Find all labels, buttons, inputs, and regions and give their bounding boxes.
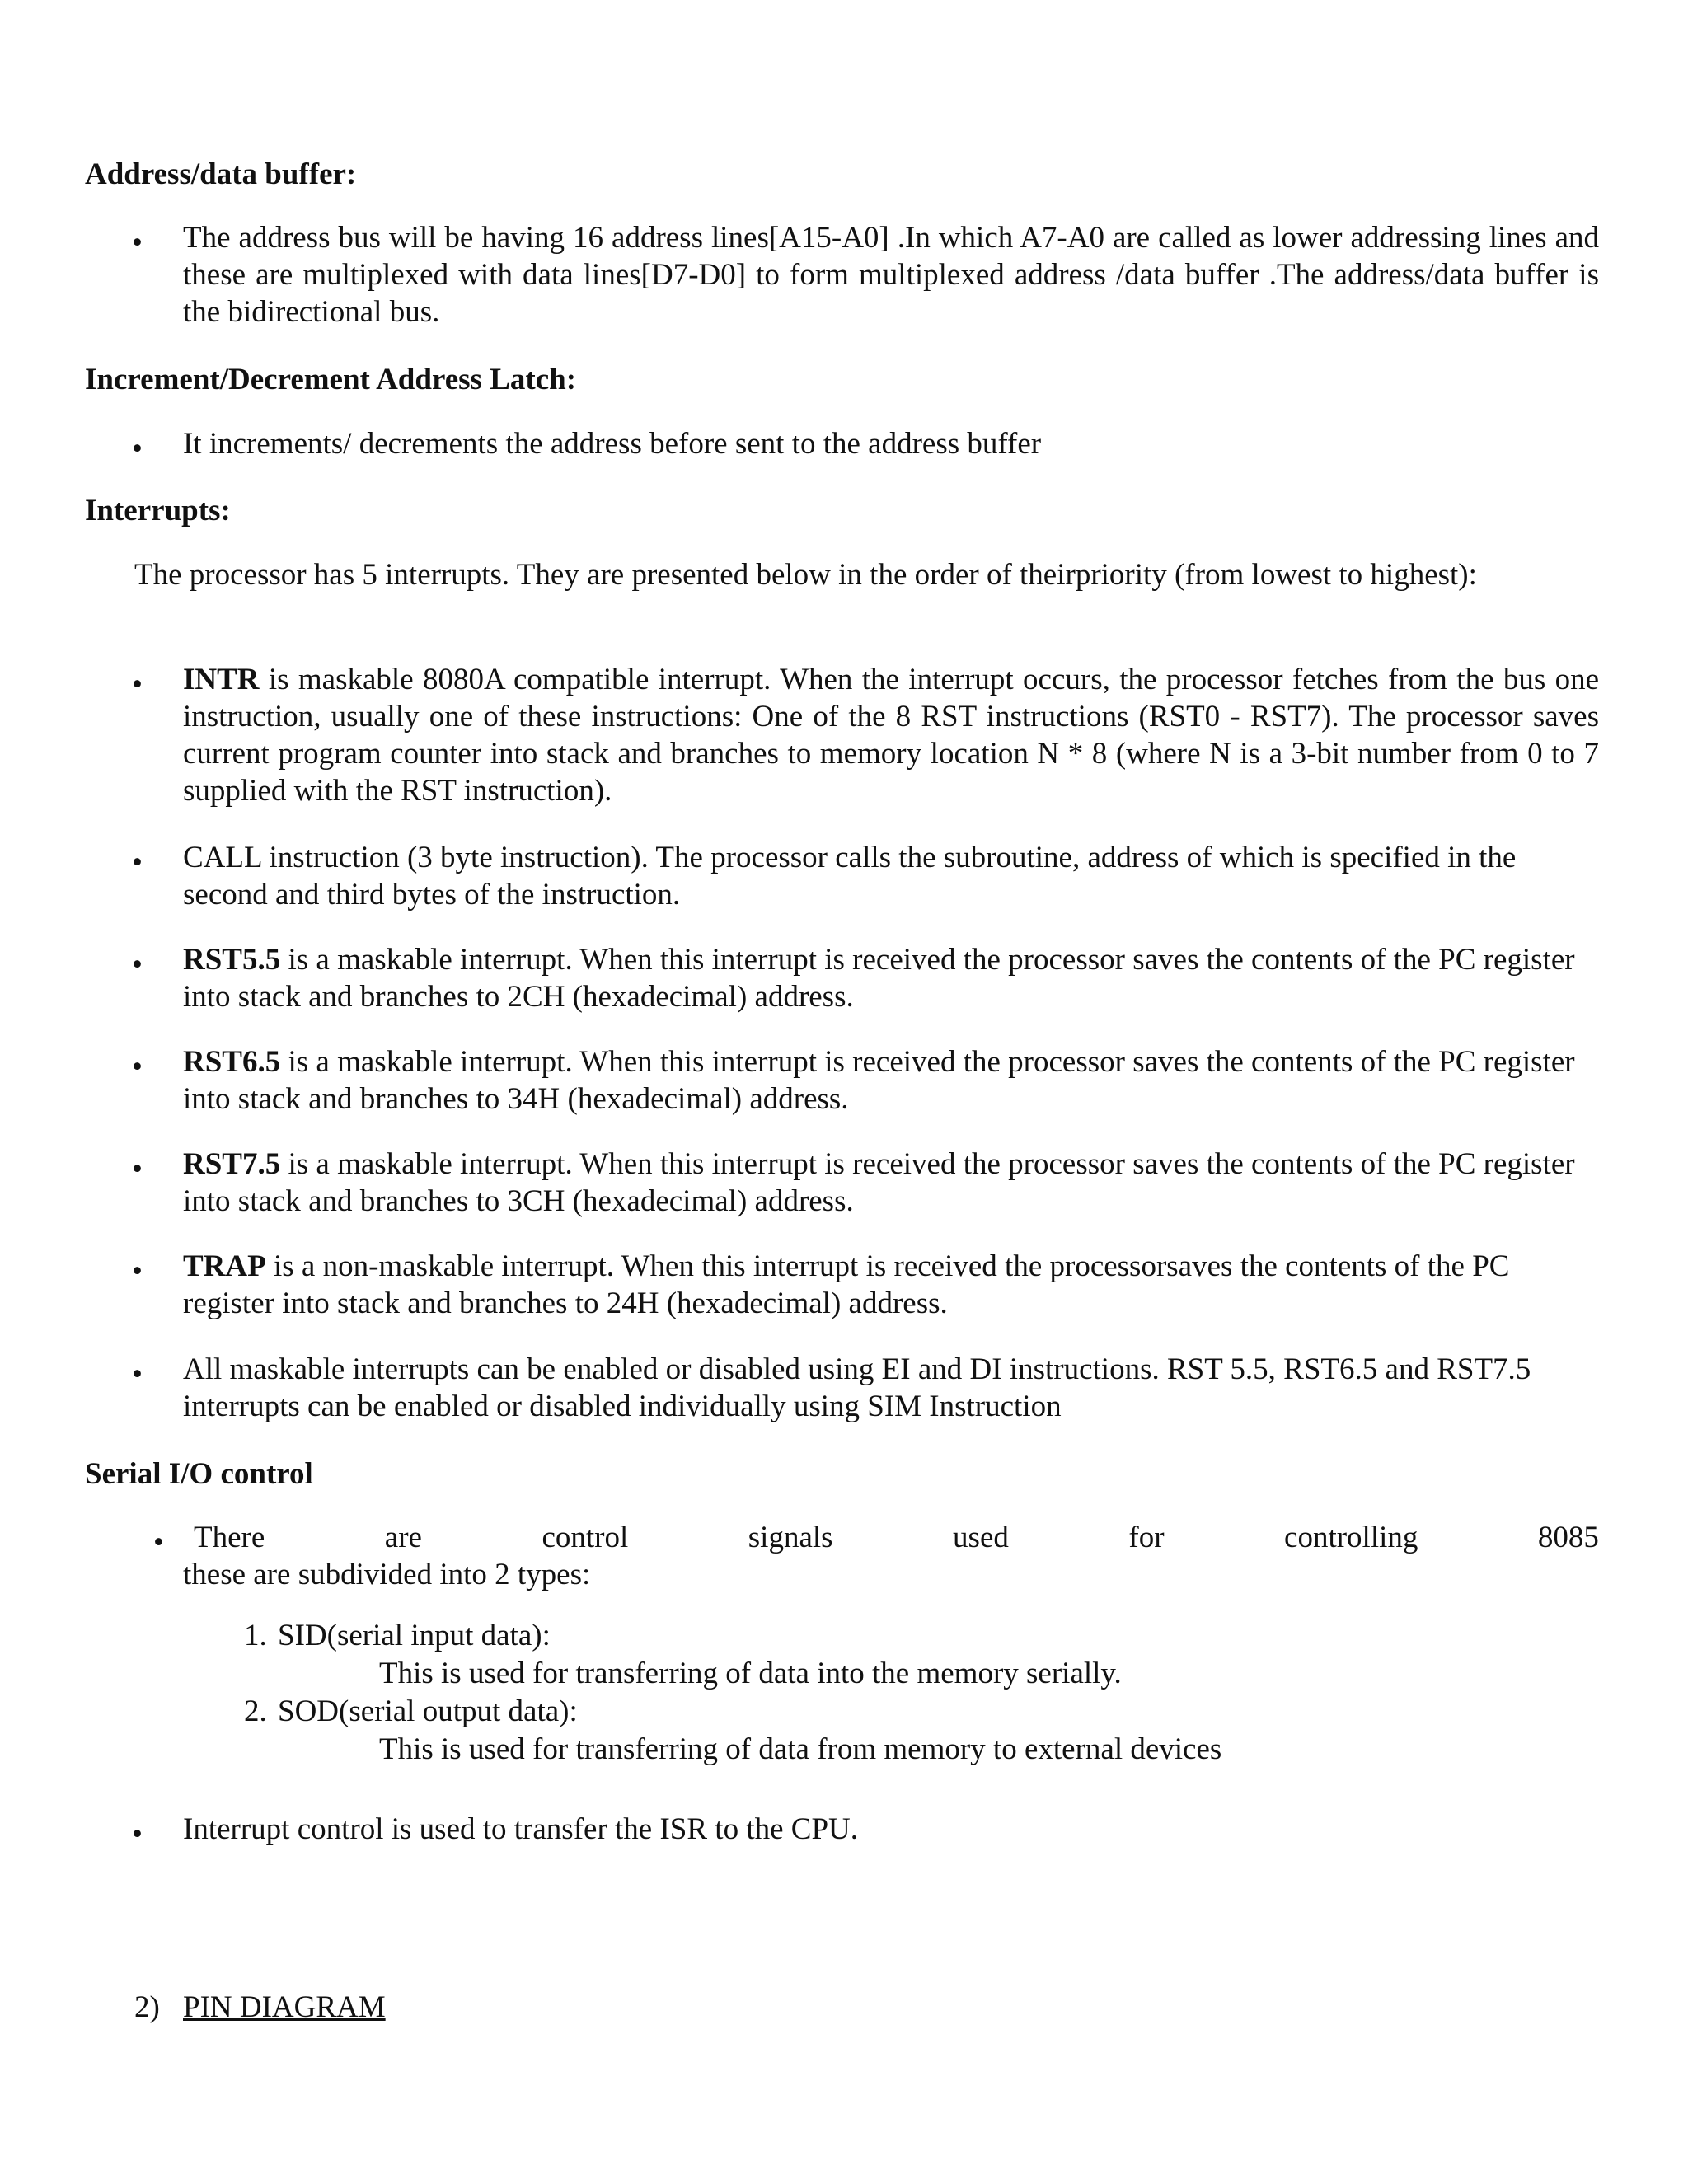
word: There: [194, 1521, 265, 1554]
word: are: [384, 1521, 422, 1554]
interrupt-description: is a maskable interrupt. When this interrupt is received the processor saves the contents of the PC register into stack and branches to 2CH (hexadecimal) address.: [183, 943, 1575, 1014]
interrupt-description: All maskable interrupts can be enabled or disabled using EI and DI instructions. RST 5.5, RST6.5 and RST7.5 interrupts can be enabled or disabled individually using SIM Instruction: [183, 1352, 1531, 1423]
interrupt-description: is a non-maskable interrupt. When this interrupt is received the processorsaves the contents of the PC register into stack and branches to 24H (hexadecimal) address.: [183, 1249, 1510, 1320]
bullet-marker: •: [153, 1526, 164, 1559]
list-number: 2.: [244, 1694, 267, 1728]
interrupt-item-maskable-note: [183, 1351, 1599, 1425]
interrupts-intro: The processor has 5 interrupts. They are presented below in the order of theirpriority (from lowest to highest):: [134, 558, 1477, 592]
sid-label: SID(serial input data):: [278, 1619, 551, 1652]
interrupt-item-rst55: [183, 941, 1599, 1015]
section-number: 2): [134, 1990, 160, 2024]
word: for: [1128, 1521, 1165, 1554]
word: control: [542, 1521, 629, 1554]
word: 8085: [1537, 1521, 1599, 1554]
serial-io-line-2: these are subdivided into 2 types:: [183, 1558, 591, 1591]
bullet-marker: •: [132, 1050, 143, 1084]
list-number: 1.: [244, 1619, 267, 1652]
interrupt-name: RST6.5: [183, 1045, 281, 1079]
interrupt-description: is a maskable interrupt. When this interrupt is received the processor saves the contents of the PC register into stack and branches to 34H (hexadecimal) address.: [183, 1045, 1575, 1116]
interrupt-item-trap: [183, 1248, 1599, 1322]
interrupt-item-rst65: [183, 1043, 1599, 1118]
serial-io-line: [194, 1519, 1599, 1556]
bullet-marker: •: [132, 1357, 143, 1391]
bullet-marker: •: [132, 226, 143, 260]
address-data-buffer-heading: Address/data buffer:: [85, 157, 357, 191]
sod-description: This is used for transferring of data from memory to external devices: [379, 1732, 1222, 1766]
interrupt-description: is a maskable interrupt. When this interrupt is received the processor saves the contents of the PC register into stack and branches to 3CH (hexadecimal) address.: [183, 1147, 1575, 1218]
serial-io-heading: Serial I/O control: [85, 1457, 313, 1491]
bullet-marker: •: [132, 1817, 143, 1851]
interrupt-name: INTR: [183, 663, 260, 696]
interrupt-description: is maskable 8080A compatible interrupt. When the interrupt occurs, the processor fetches from the bus one instruction, usually one of these instructions: One of the 8 RST instructions (RST0 - RST7). The processor saves current program counter into stack and branches to memory location N * 8 (where N is a 3-bit number from 0 to 7 supplied with the RST instruction).: [183, 663, 1599, 808]
interrupt-item-intr: [183, 661, 1599, 809]
bullet-marker: •: [132, 1152, 143, 1186]
interrupt-name: TRAP: [183, 1249, 266, 1283]
interrupts-heading: Interrupts:: [85, 494, 231, 527]
word: signals: [748, 1521, 833, 1554]
sid-description: This is used for transferring of data into the memory serially.: [379, 1657, 1122, 1690]
bullet-marker: •: [132, 432, 143, 466]
bullet-marker: •: [132, 1254, 143, 1288]
bullet-marker: •: [132, 948, 143, 982]
interrupt-name: RST5.5: [183, 943, 281, 977]
address-data-buffer-text: The address bus will be having 16 address lines[A15-A0] .In which A7-A0 are called as lower addressing lines and these are multiplexed with data lines[D7-D0] to form multiplexed address /data buffer .The address/data buffer is the bidirectional bus.: [183, 221, 1599, 329]
bullet-marker: •: [132, 668, 143, 701]
interrupt-item-call: [183, 839, 1599, 913]
bullet-marker: •: [132, 846, 143, 879]
pin-diagram-heading[interactable]: PIN DIAGRAM: [183, 1990, 386, 2024]
interrupt-description: CALL instruction (3 byte instruction). The processor calls the subroutine, address of which is specified in the second and third bytes of the instruction.: [183, 841, 1517, 912]
inc-dec-latch-text: It increments/ decrements the address before sent to the address buffer: [183, 427, 1042, 461]
word: used: [953, 1521, 1009, 1554]
interrupt-name: RST7.5: [183, 1147, 281, 1181]
sod-label: SOD(serial output data):: [278, 1694, 578, 1728]
word: controlling: [1284, 1521, 1418, 1554]
inc-dec-latch-heading: Increment/Decrement Address Latch:: [85, 363, 577, 396]
interrupt-item-rst75: [183, 1146, 1599, 1220]
interrupt-control-text: Interrupt control is used to transfer the ISR to the CPU.: [183, 1812, 859, 1846]
